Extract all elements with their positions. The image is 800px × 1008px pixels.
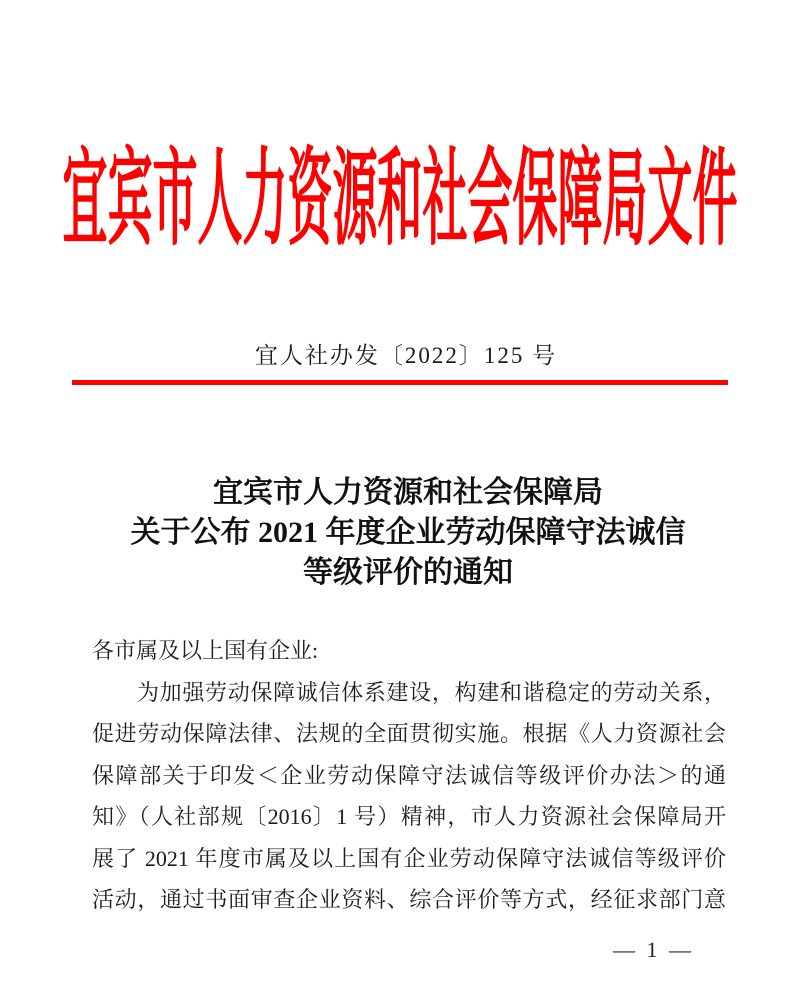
body-line: 活动，通过书面审查企业资料、综合评价等方式，经征求部门意	[92, 887, 726, 912]
document-title-line: 等级评价的通知	[303, 556, 513, 589]
agency-header-title: 宜宾市人力资源和社会保障局文件	[62, 140, 738, 259]
body-line: 展了 2021 年度市属及以上国有企业劳动保障守法诚信等级评价	[92, 845, 726, 871]
document-body	[92, 630, 726, 921]
body-line-salutation: 各市属及以上国有企业:	[92, 638, 319, 663]
body-line: 为加强劳动保障诚信体系建设，构建和谐稳定的劳动关系，	[137, 679, 726, 705]
page-number: — 1 —	[613, 937, 691, 962]
document-number: 宜人社办发〔2022〕125 号	[254, 343, 558, 368]
body-line: 保障部关于印发＜企业劳动保障守法诚信等级评价办法＞的通	[92, 762, 726, 788]
document-title-line: 宜宾市人力资源和社会保障局	[213, 476, 603, 509]
document-title-line: 关于公布 2021 年度企业劳动保障守法诚信	[130, 516, 686, 549]
document-title	[8, 473, 800, 593]
red-divider-line	[72, 380, 728, 385]
body-line: 知》（人社部规〔2016〕1 号）精神，市人力资源社会保障局开	[92, 804, 726, 829]
body-line: 促进劳动保障法律、法规的全面贯彻实施。根据《人力资源社会	[92, 721, 726, 746]
